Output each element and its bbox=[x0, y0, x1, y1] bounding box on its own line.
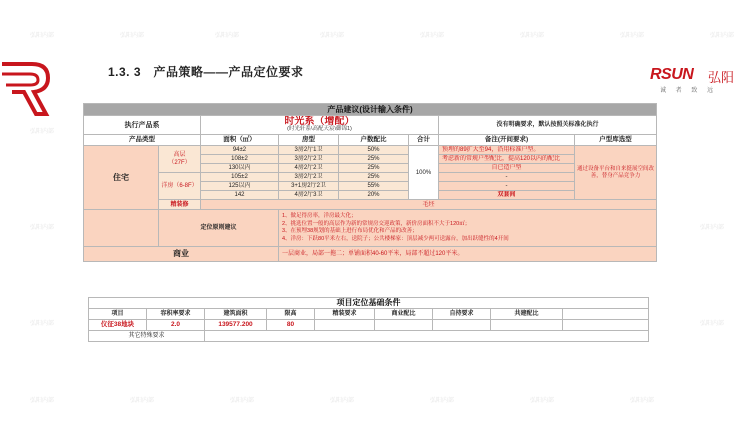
t2-value bbox=[563, 320, 649, 331]
series-name: 时光系（增配） bbox=[284, 116, 355, 128]
exec-label: 执行产品系 bbox=[84, 116, 201, 135]
header-area: 面积（㎡） bbox=[201, 135, 279, 146]
watermark: 弘阳内部 bbox=[30, 321, 55, 327]
t2-value: 80 bbox=[267, 320, 315, 331]
page-title: 1.3. 3 产品策略——产品定位要求 bbox=[108, 65, 304, 79]
row-type: 3房2厅2卫 bbox=[279, 173, 339, 182]
principle-item: 3、在预埋38规划的基础上进行布局优化和产品的改善； bbox=[282, 228, 418, 234]
jingzhuang-value: 毛坯 bbox=[201, 200, 657, 210]
brand-logo bbox=[650, 66, 740, 96]
other-label: 其它特殊要求 bbox=[89, 331, 205, 342]
t2-value bbox=[433, 320, 491, 331]
exec-note: 没有明确要求，默认按照关标准化执行 bbox=[439, 116, 657, 135]
header-library: 户型库选型 bbox=[575, 135, 657, 146]
watermark: 弘阳内部 bbox=[30, 129, 55, 135]
watermark: 弘阳内部 bbox=[120, 33, 145, 39]
row-remark: - bbox=[439, 182, 575, 191]
watermark: 弘阳内部 bbox=[130, 398, 155, 404]
t2-value: 仪征38地块 bbox=[89, 320, 147, 331]
row-area: 142 bbox=[201, 191, 279, 200]
row-type: 3+1房2厅2卫 bbox=[279, 182, 339, 191]
watermark: 弘阳内部 bbox=[710, 33, 735, 39]
watermark: 弘阳内部 bbox=[330, 398, 355, 404]
row-ratio: 25% bbox=[339, 173, 409, 182]
row-area: 108±2 bbox=[201, 155, 279, 164]
t2-header: 共建配比 bbox=[491, 309, 563, 320]
project-basic-table bbox=[88, 297, 649, 342]
brand-cn: 弘阳 bbox=[708, 70, 735, 85]
principle-label: 定位原则建议 bbox=[159, 210, 279, 247]
principle-item: 2、挑选位置一般的高层作为新的常规房交迎政策，新价房面积不大于120㎡； bbox=[282, 220, 471, 227]
row-area: 130以内 bbox=[201, 164, 279, 173]
header-ratio: 户数配比 bbox=[339, 135, 409, 146]
t2-value bbox=[491, 320, 563, 331]
library-note: 通过设备平台和自来挺展空间改善，替身产品竞争力 bbox=[575, 146, 657, 200]
watermark: 弘阳内部 bbox=[630, 398, 655, 404]
principles-list bbox=[279, 210, 657, 247]
t2-header: 建筑面积 bbox=[205, 309, 267, 320]
t2-header: 项目 bbox=[89, 309, 147, 320]
highrise-label: 高层 （27F） bbox=[159, 146, 201, 173]
product-suggestion-table bbox=[83, 103, 657, 262]
t2-value bbox=[315, 320, 375, 331]
watermark: 弘阳内部 bbox=[420, 33, 445, 39]
row-ratio: 25% bbox=[339, 155, 409, 164]
row-ratio: 20% bbox=[339, 191, 409, 200]
header-total: 合计 bbox=[409, 135, 439, 146]
watermark: 弘阳内部 bbox=[620, 33, 645, 39]
header-remark: 备注(开间要求) bbox=[439, 135, 575, 146]
watermark: 弘阳内部 bbox=[215, 33, 240, 39]
table1-title: 产品建议(设计输入条件) bbox=[84, 104, 657, 116]
watermark: 弘阳内部 bbox=[30, 225, 55, 231]
t2-header: 限高 bbox=[267, 309, 315, 320]
commercial-label: 商业 bbox=[84, 247, 279, 262]
t2-header: 精装要求 bbox=[315, 309, 375, 320]
other-value bbox=[205, 331, 649, 342]
t2-value: 139577.200 bbox=[205, 320, 267, 331]
t2-value bbox=[375, 320, 433, 331]
row-area: 94±2 bbox=[201, 146, 279, 155]
brand-tagline: 诚 者 致 远 bbox=[660, 88, 718, 94]
category-residential: 住宅 bbox=[84, 146, 159, 210]
series-cell bbox=[201, 116, 439, 135]
row-ratio: 55% bbox=[339, 182, 409, 191]
row-remark: 预埋的89扩大至94，沿用标准户型。 bbox=[439, 146, 575, 155]
series-sub: (时光轩系\高配天宸\御锦1) bbox=[287, 126, 352, 133]
watermark: 弘阳内部 bbox=[30, 398, 55, 404]
row-remark: 考虑新的常规户型配比，提高120以内的配比 bbox=[439, 155, 575, 164]
watermark: 弘阳内部 bbox=[530, 398, 555, 404]
t2-header: 自持要求 bbox=[433, 309, 491, 320]
watermark: 弘阳内部 bbox=[30, 33, 55, 39]
header-product-type: 产品类型 bbox=[84, 135, 201, 146]
row-area: 125以内 bbox=[201, 182, 279, 191]
row-type: 3房2厅2卫 bbox=[279, 155, 339, 164]
row-type: 3房2厅1卫 bbox=[279, 146, 339, 155]
row-area: 105±2 bbox=[201, 173, 279, 182]
rsun-r-logo-icon bbox=[2, 60, 50, 118]
row-remark: 双套间 bbox=[439, 191, 575, 200]
row-type: 4房2厅2卫 bbox=[279, 164, 339, 173]
watermark: 弘阳内部 bbox=[430, 398, 455, 404]
watermark: 弘阳内部 bbox=[320, 33, 345, 39]
watermark: 弘阳内部 bbox=[230, 398, 255, 404]
watermark: 弘阳内部 bbox=[520, 33, 545, 39]
row-type: 4房2厅3卫 bbox=[279, 191, 339, 200]
t2-header: 商业配比 bbox=[375, 309, 433, 320]
table2-title: 项目定位基础条件 bbox=[89, 298, 649, 309]
total-value: 100% bbox=[409, 146, 439, 200]
principle-item: 1、做足得房率，洋房最大化； bbox=[282, 213, 357, 219]
row-remark: 自已造户型 bbox=[439, 164, 575, 173]
t2-value: 2.0 bbox=[147, 320, 205, 331]
principle-item: 4、洋房：下跃80平米左右，送院子；公共楼梯家：顶层减少两可送露台，加出跃缝性的4开间 bbox=[282, 235, 509, 242]
t2-header: 容积率要求 bbox=[147, 309, 205, 320]
header-room-type: 房型 bbox=[279, 135, 339, 146]
row-remark: - bbox=[439, 173, 575, 182]
watermark: 弘阳内部 bbox=[700, 225, 725, 231]
t2-header bbox=[563, 309, 649, 320]
row-ratio: 25% bbox=[339, 164, 409, 173]
yangfang-label: 洋房（6-8F） bbox=[159, 173, 201, 200]
row-ratio: 50% bbox=[339, 146, 409, 155]
brand-name: RSUN bbox=[650, 66, 694, 83]
jingzhuang-label: 精装修 bbox=[159, 200, 201, 210]
watermark: 弘阳内部 bbox=[700, 321, 725, 327]
commercial-value: 一层商业，局部一拖二；单铺面积40-60平米，局部不超过120平米。 bbox=[279, 247, 657, 262]
